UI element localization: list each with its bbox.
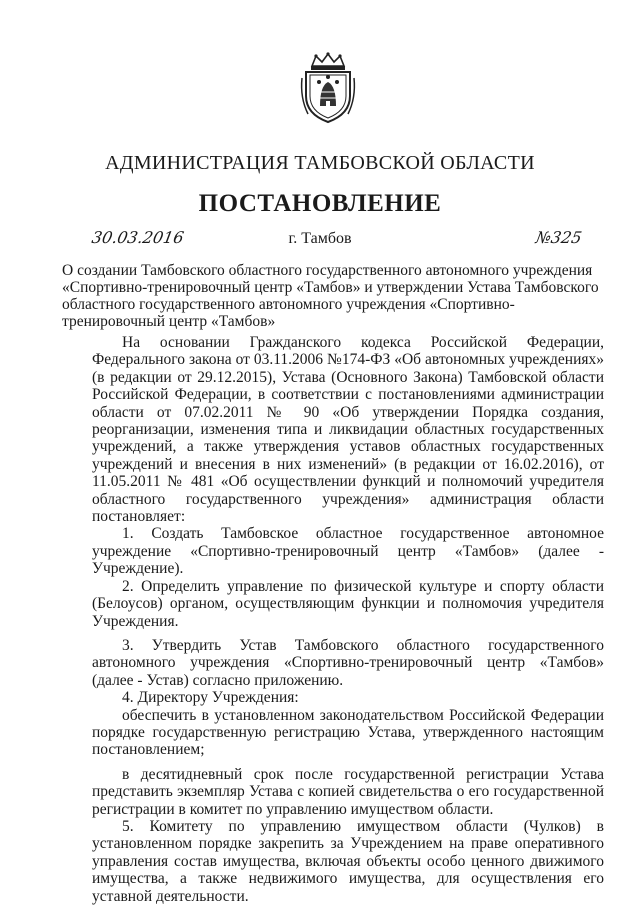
clause-5: 5. Комитету по управлению имуществом области (Чулков) в установленном порядке закрепить за Учреждением на праве оперативного управления состав имущества, включая объекты особо ценного движимого имущества, а также недвижимого имущества, для осуществления его уставной деятельности. [92, 817, 604, 905]
document-meta-row [0, 228, 640, 256]
clause-4b: в десятидневный срок после государственной регистрации Устава представить экземпляр Устава с копией свидетельства о его государственной регистрации в комитет по управлению имуществом области. [92, 765, 604, 818]
preamble-paragraph: На основании Гражданского кодекса Российской Федерации, Федерального закона от 03.11.2006 №174-ФЗ «Об автономных учреждениях» (в редакции от 29.12.2015), Устава (Основного Закона) Тамбовской области Российской Федерации, в соответствии с постановлениями администрации области от 07.02.2011 № 90 «Об утверждении Порядка создания, реорганизации, изменения типа и ликвидации областных государственных учреждений, а также утверждения уставов областных государственных учреждений и внесения в них изменений» (в редакции от 16.02.2016), от 11.05.2011 № 481 «Об осуществлении функций и полномочий учредителя областного государственного учреждения» администрация области постановляет: [92, 334, 604, 526]
clause-3: 3. Утвердить Устав Тамбовского областного государственного автономного учреждения «Спортивно-тренировочный центр «Тамбов» (далее - Устав) согласно приложению. [92, 636, 604, 689]
clause-2: 2. Определить управление по физической культуре и спорту области (Белоусов) органом, осуществляющим функции и полномочия учредителя Учреждения. [92, 577, 604, 630]
document-date: 30.03.2016 [90, 228, 186, 247]
clause-4a: обеспечить в установленном законодательством Российской Федерации порядке государственную регистрацию Устава, утвержденного настоящим постановлением; [92, 706, 604, 759]
document-type-title: ПОСТАНОВЛЕНИЕ [198, 190, 442, 217]
document-subject: О создании Тамбовского областного государственного автономного учреждения «Спортивно-тренировочный центр «Тамбов» и утверждении Устава Тамбовского областного государственного автономного учреждения «Спортивно-тренировочный центр «Тамбов» [62, 262, 599, 330]
document-city: г. Тамбов [288, 230, 352, 247]
document-body [92, 334, 604, 905]
organization-title: АДМИНИСТРАЦИЯ ТАМБОВСКОЙ ОБЛАСТИ [105, 152, 535, 174]
clause-1: 1. Создать Тамбовское областное государственное автономное учреждение «Спортивно-тренировочный центр «Тамбов» (далее - Учреждение). [92, 525, 604, 578]
coat-of-arms-emblem [298, 52, 358, 124]
document-number: №325 [534, 228, 584, 247]
clause-4: 4. Директору Учреждения: [122, 689, 299, 707]
